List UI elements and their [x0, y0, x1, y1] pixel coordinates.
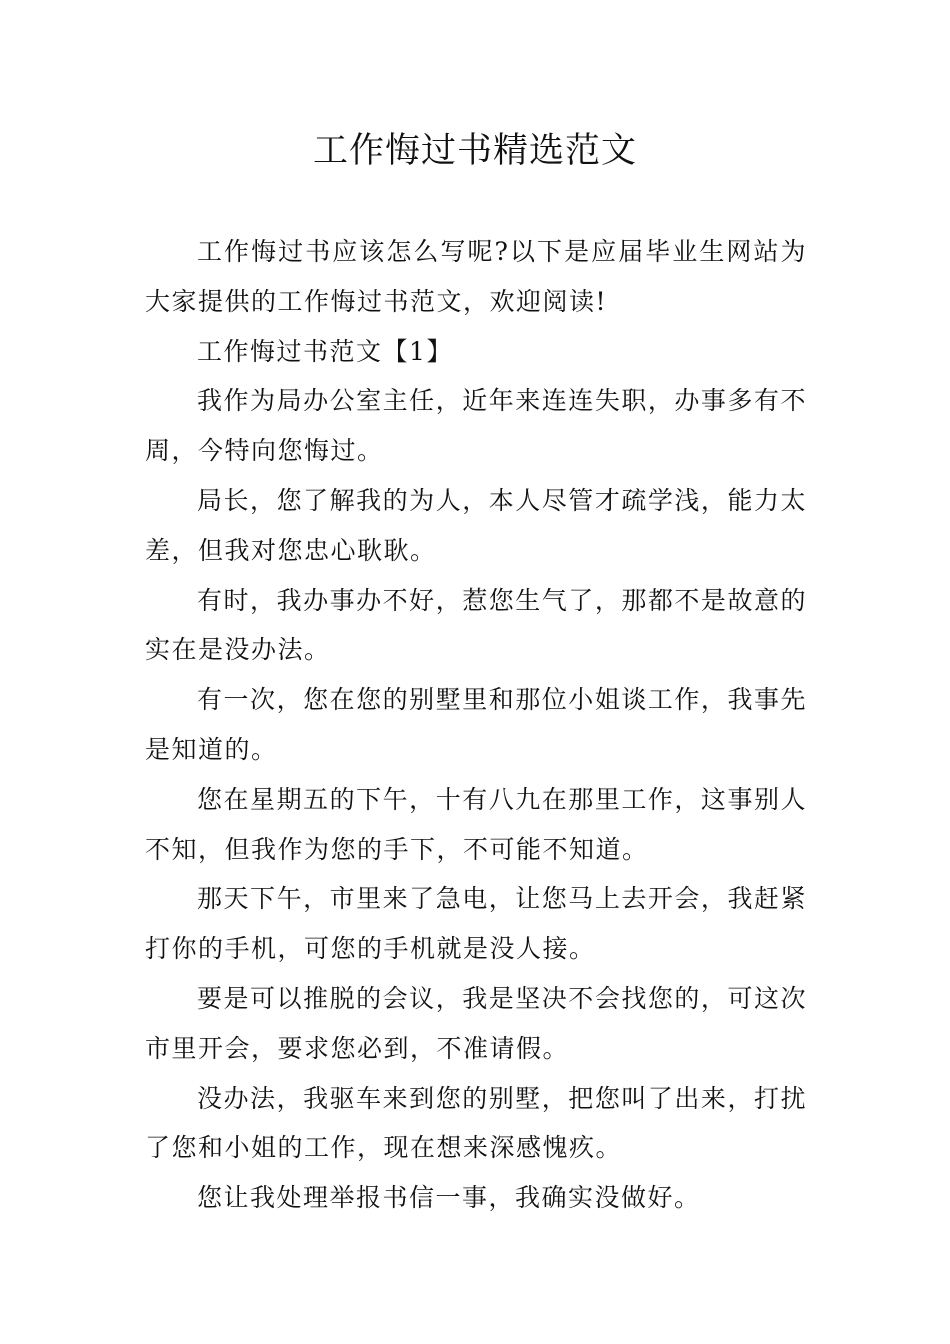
paragraph: 我作为局办公室主任，近年来连连失职，办事多有不周，今特向您悔过。 [145, 386, 807, 466]
paragraph: 您让我处理举报书信一事，我确实没做好。 [197, 1183, 701, 1213]
paragraph: 没办法，我驱车来到您的别墅，把您叫了出来，打扰了您和小姐的工作，现在想来深感愧疚。 [145, 1083, 807, 1163]
paragraph-intro: 工作悔过书应该怎么写呢?以下是应届毕业生网站为大家提供的工作悔过书范文，欢迎阅读! [145, 237, 807, 316]
section-heading: 工作悔过书范文【1】 [197, 336, 453, 366]
paragraph: 有时，我办事办不好，惹您生气了，那都不是故意的实在是没办法。 [145, 585, 807, 665]
page-title: 工作悔过书精选范文 [312, 131, 637, 171]
paragraph: 有一次，您在您的别墅里和那位小姐谈工作，我事先是知道的。 [145, 685, 807, 764]
paragraph: 要是可以推脱的会议，我是坚决不会找您的，可这次市里开会，要求您必到，不准请假。 [145, 983, 807, 1063]
paragraph: 局长，您了解我的为人，本人尽管才疏学浅，能力太差，但我对您忠心耿耿。 [145, 485, 807, 565]
paragraph: 那天下午，市里来了急电，让您马上去开会，我赶紧打你的手机，可您的手机就是没人接。 [145, 884, 807, 964]
document-body [145, 227, 807, 1223]
paragraph: 您在星期五的下午，十有八九在那里工作，这事别人不知，但我作为您的手下，不可能不知道。 [145, 784, 807, 864]
